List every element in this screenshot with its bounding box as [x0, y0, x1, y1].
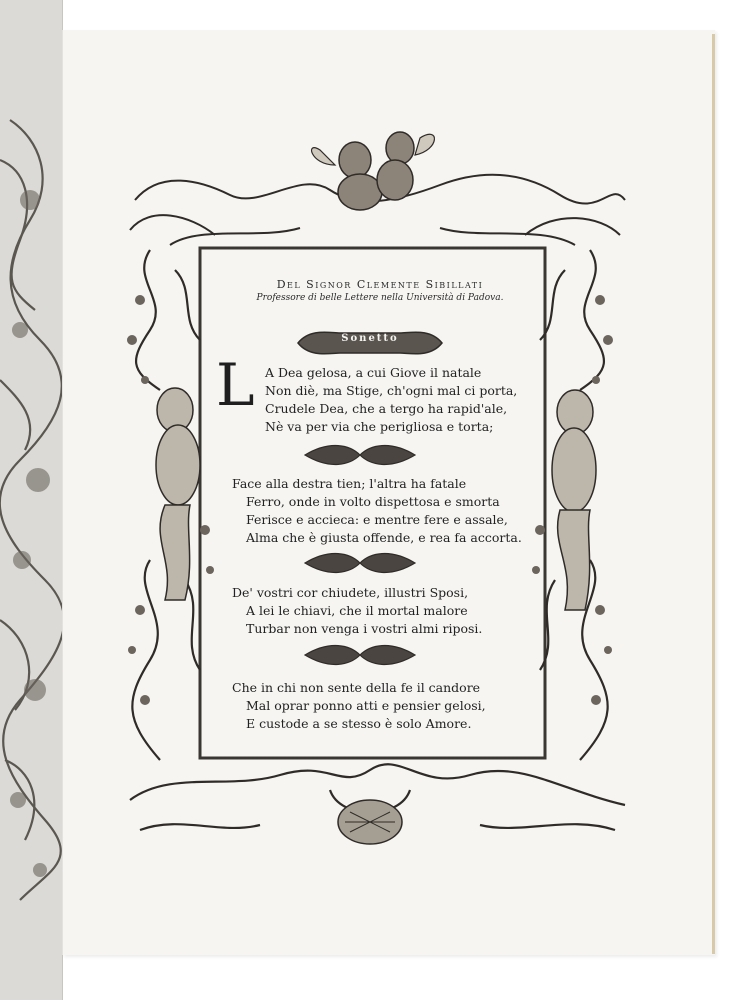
verse-line: Nè va per via che perigliosa e torta; — [265, 419, 494, 434]
cherub-wings — [312, 134, 435, 165]
verse-line: E custode a se stesso è solo Amore. — [246, 716, 472, 731]
verse-line: De' vostri cor chiudete, illustri Sposi, — [232, 585, 469, 600]
verse-line: Alma che è giusta offende, e rea fa accorta. — [246, 530, 522, 545]
left-caryatid-figure — [156, 388, 200, 600]
verse-line: Crudele Dea, che a tergo ha rapid'ale, — [265, 401, 508, 416]
verse-line: Non diè, ma Stige, ch'ogni mal ci porta, — [265, 383, 518, 398]
verse-line: Ferro, onde in volto dispettosa e smorta — [246, 494, 500, 509]
drop-cap: L — [216, 351, 255, 419]
verse-line: Ferisce e accieca: e mentre fere e assale, — [246, 512, 508, 527]
right-caryatid-figure — [552, 390, 596, 610]
cherub-figures — [338, 132, 414, 210]
author-heading: Del Signor Clemente Sibillati — [276, 278, 484, 291]
verse-line: A Dea gelosa, a cui Giove il natale — [265, 365, 482, 380]
shell-ornament — [338, 800, 402, 844]
author-affiliation: Professore di belle Lettere nella Università di Padova. — [256, 293, 504, 303]
verse-line: Che in chi non sente della fe il candore — [232, 680, 481, 695]
verse-line: Mal oprar ponno atti e pensier gelosi, — [246, 698, 486, 713]
divider-ornament-3 — [305, 646, 415, 665]
divider-ornament-1 — [305, 446, 415, 465]
verse-line: A lei le chiavi, che il mortal malore — [246, 603, 468, 618]
sonetto-label: Sonetto — [341, 333, 399, 344]
divider-ornament-2 — [305, 554, 415, 573]
verse-line: Turbar non venga i vostri almi riposi. — [246, 621, 483, 636]
verse-line: Face alla destra tien; l'altra ha fatale — [232, 476, 467, 491]
